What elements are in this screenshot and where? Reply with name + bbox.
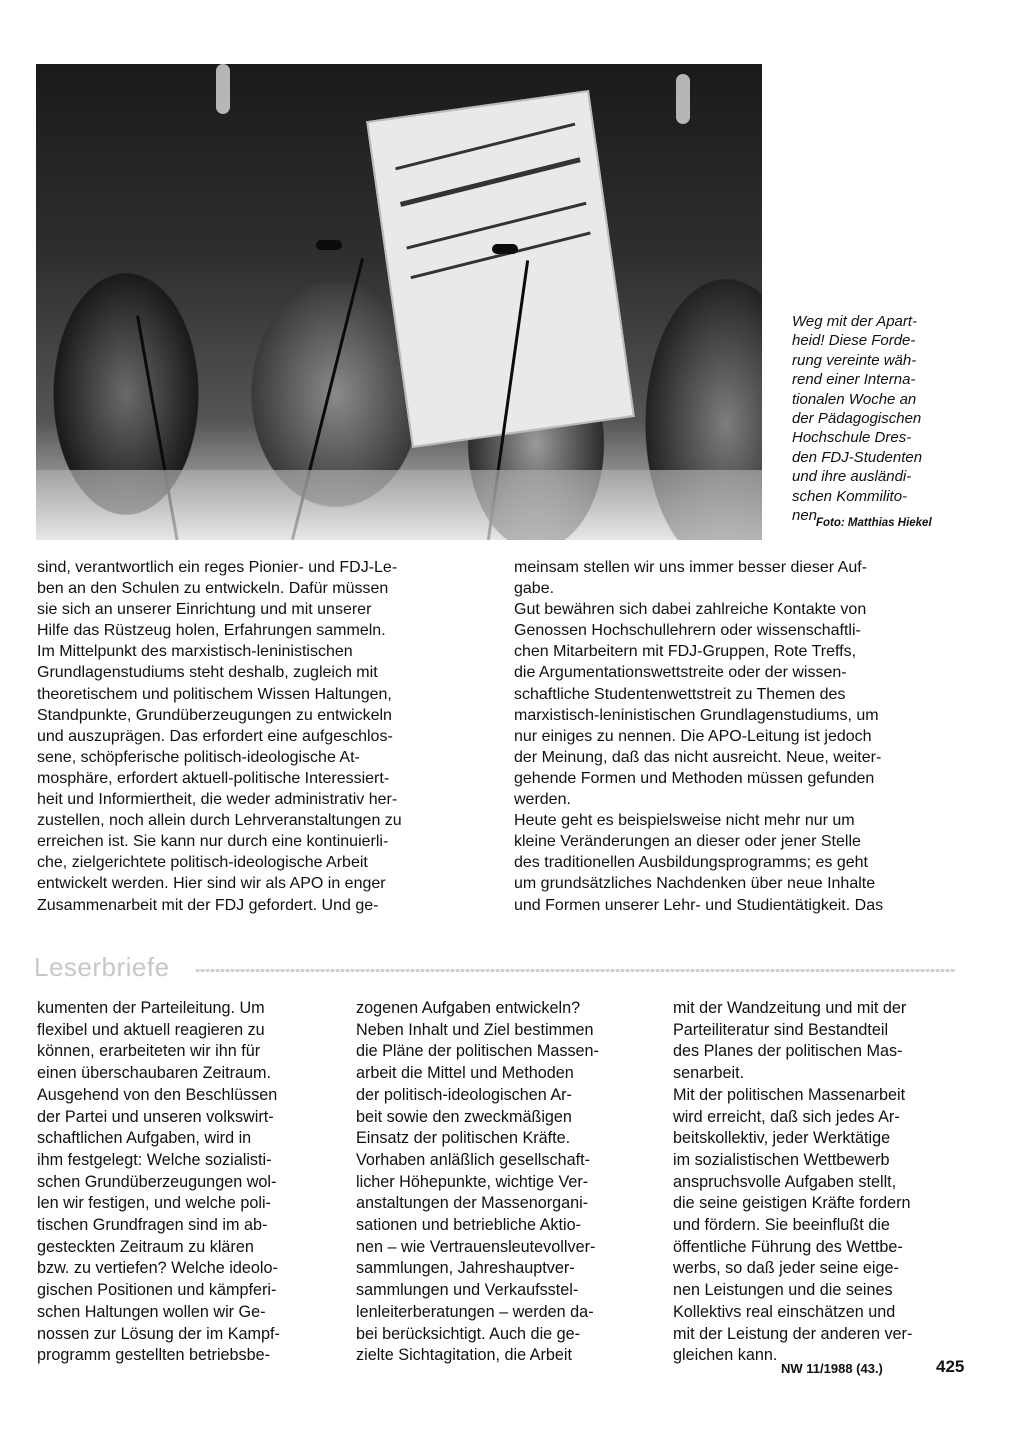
section-label: Leserbriefe [34, 952, 170, 982]
article-bottom-col-3: mit der Wandzeitung und mit der Parteiliteratur sind Bestandteil des Planes der politischen Mas- senarbeit. Mit der politischen Massenarbeit wird erreicht, daß sich jedes Ar- beitskollektiv, jeder Werktätige im sozialistischen Wettbewerb anspruchsvolle Aufgaben stellt, die seine geistigen Kräfte fordern und fördern. Sie beeinflußt die öffentliche Führung des Wettbe- werbs, so daß jeder seine eige- nen Leistungen und die seines Kollektivs real einschätzen und mit der Leistung der anderen ver- gleichen kann. [673, 999, 913, 1365]
caption-text: Weg mit der Apart- heid! Diese Forde- rung vereinte wäh- rend einer Interna- tionalen Woche an der Pädagogischen Hochschule Dres- den FDJ-Studenten und ihre ausländi- schen Kommilito- nen. [792, 313, 923, 525]
article-bottom-col-2: zogenen Aufgaben entwickeln? Neben Inhalt und Ziel bestimmen die Pläne der politischen Massen- arbeit die Mittel und Methoden der politisch-ideologischen Ar- beit sowie den zweckmäßigen Einsatz der politischen Kräfte. Vorhaben anläßlich gesellschaft- licher Höhepunkte, wichtige Ver- anstaltungen der Massenorgani- sationen und betriebliche Aktio- nen – wie Vertrauensleutevollver- sammlungen, Jahreshauptver- sammlungen und Verkaufsstel- lenleiterberatungen – werden da- bei berücksichtigt. Auch die ge- zielte Sichtagitation, die Arbeit [356, 999, 599, 1365]
protest-sign [366, 90, 635, 448]
issue-reference: NW 11/1988 (43.) [781, 1361, 883, 1376]
photo-caption [792, 312, 982, 525]
photo-credit: Foto: Matthias Hiekel [816, 517, 932, 529]
photo-concert [36, 64, 762, 540]
article-top-left: sind, verantwortlich ein reges Pionier- und FDJ-Le- ben an den Schulen zu entwickeln. Dafür müssen sie sich an unserer Einrichtung und mit unserer Hilfe das Rüstzeug holen, Erfahrungen sammeln. Im Mittelpunkt des marxistisch-leninistischen Grundlagenstudiums steht deshalb, zugleich mit theoretischem und politischem Wissen Haltungen, Standpunkte, Grundüberzeugungen zu entwickeln und auszuprägen. Das erfordert eine aufgeschlos- sene, schöpferische politisch-ideologische At- mosphäre, erfordert aktuell-politische Interessiert- heit und Informiertheit, die weder administrativ her- zustellen, noch allein durch Lehrveranstaltungen zu erreichen ist. Sie kann nur durch eine kontinuierli- che, zielgerichtete politisch-ideologische Arbeit entwickelt werden. Hier sind wir als APO in enger Zusammenarbeit mit der FDJ gefordert. Und ge- [37, 559, 402, 914]
stage-floor [36, 470, 762, 540]
microphone [492, 244, 518, 254]
article-top-right: meinsam stellen wir uns immer besser dieser Auf- gabe. Gut bewähren sich dabei zahlreiche Kontakte von Genossen Hochschullehrern oder wissenschaftli- chen Mitarbeitern mit FDJ-Gruppen, Rote Treffs, die Argumentationswettstreite oder der wissen- schaftliche Studentenwettstreit zu Themen des marxistisch-leninistischen Grundlagenstudiums, um nur einiges zu nennen. Die APO-Leitung ist jedoch der Meinung, daß das nicht ausreicht. Neue, weiter- gehende Formen und Methoden müssen gefunden werden. Heute geht es beispielsweise nicht mehr nur um kleine Veränderungen an dieser oder jener Stelle des traditionellen Ausbildungsprogramms; es geht um grundsätzliches Nachdenken über neue Inhalte und Formen unserer Lehr- und Studientätigkeit. Das [514, 559, 884, 914]
section-rule [196, 969, 956, 972]
article-bottom-col-1: kumenten der Parteileitung. Um flexibel und aktuell reagieren zu können, erarbeiteten wir ihn für einen überschaubaren Zeitraum. Ausgehend von den Beschlüssen der Partei und unseren volkswirt- schaftlichen Aufgaben, wird in ihm festgelegt: Welche sozialisti- schen Grundüberzeugungen wol- len wir festigen, und welche poli- tischen Grundfragen sind im ab- gesteckten Zeitraum zu klären bzw. zu vertiefen? Welche ideolo- gischen Positionen und kämpferi- schen Haltungen wollen wir Ge- nossen zur Lösung der im Kampf- programm gestellten betriebsbe- [37, 999, 280, 1365]
ceiling-light [676, 74, 690, 124]
page-number: 425 [936, 1357, 965, 1376]
ceiling-light [216, 64, 230, 114]
microphone [316, 240, 342, 250]
